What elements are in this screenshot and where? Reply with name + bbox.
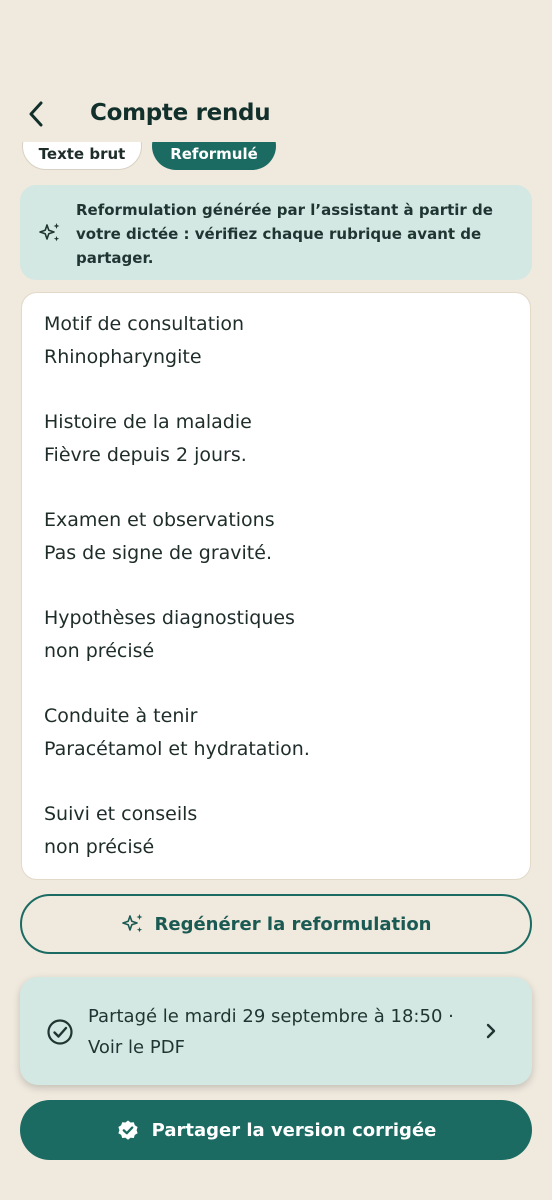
report-card[interactable] [21,292,531,880]
share-corrected-button[interactable] [20,1100,532,1160]
header [0,88,552,142]
section-content: non précisé [44,836,155,858]
section-heading: Histoire de la maladie [44,411,252,433]
chevron-right-icon [482,1021,500,1041]
view-pdf-link[interactable]: Voir le PDF [88,1037,185,1058]
sparkles-icon [121,912,145,936]
check-circle-icon [46,1018,74,1046]
shared-status-card[interactable] [20,977,532,1085]
tab-reformulated[interactable]: Reformulé [152,142,276,170]
section-heading: Suivi et conseils [44,803,198,825]
back-button[interactable] [18,94,54,134]
notice-text: Reformulation générée par l’assistant à partir de votre dictée : vérifiez chaque rubrique avant de partager. [76,201,493,267]
section-heading: Examen et observations [44,509,275,531]
section-conduite [44,700,310,766]
page-title: Compte rendu [90,100,271,126]
chevron-left-icon [28,101,44,127]
section-heading: Motif de consultation [44,313,245,335]
ai-notice-banner [20,185,532,280]
section-heading: Conduite à tenir [44,705,198,727]
shared-status-date: Partagé le mardi 29 septembre à 18:50 · [88,1006,454,1027]
section-examen [44,504,275,570]
section-hypotheses [44,602,295,668]
section-content: Rhinopharyngite [44,346,202,368]
section-content: Pas de signe de gravité. [44,542,272,564]
section-content: non précisé [44,640,155,662]
shared-status-text [88,1001,478,1063]
share-button-label: Partager la version corrigée [151,1119,437,1141]
tab-raw-text[interactable]: Texte brut [22,142,142,170]
section-suivi [44,798,197,864]
sparkles-icon [38,221,62,245]
verified-badge-icon [116,1118,140,1142]
regenerate-label: Regénérer la reformulation [154,913,432,935]
section-heading: Hypothèses diagnostiques [44,607,295,629]
section-content: Fièvre depuis 2 jours. [44,444,247,466]
regenerate-button[interactable] [20,894,532,954]
view-tabs [0,142,552,176]
section-content: Paracétamol et hydratation. [44,738,310,760]
section-histoire [44,406,252,472]
section-motif [44,308,244,374]
